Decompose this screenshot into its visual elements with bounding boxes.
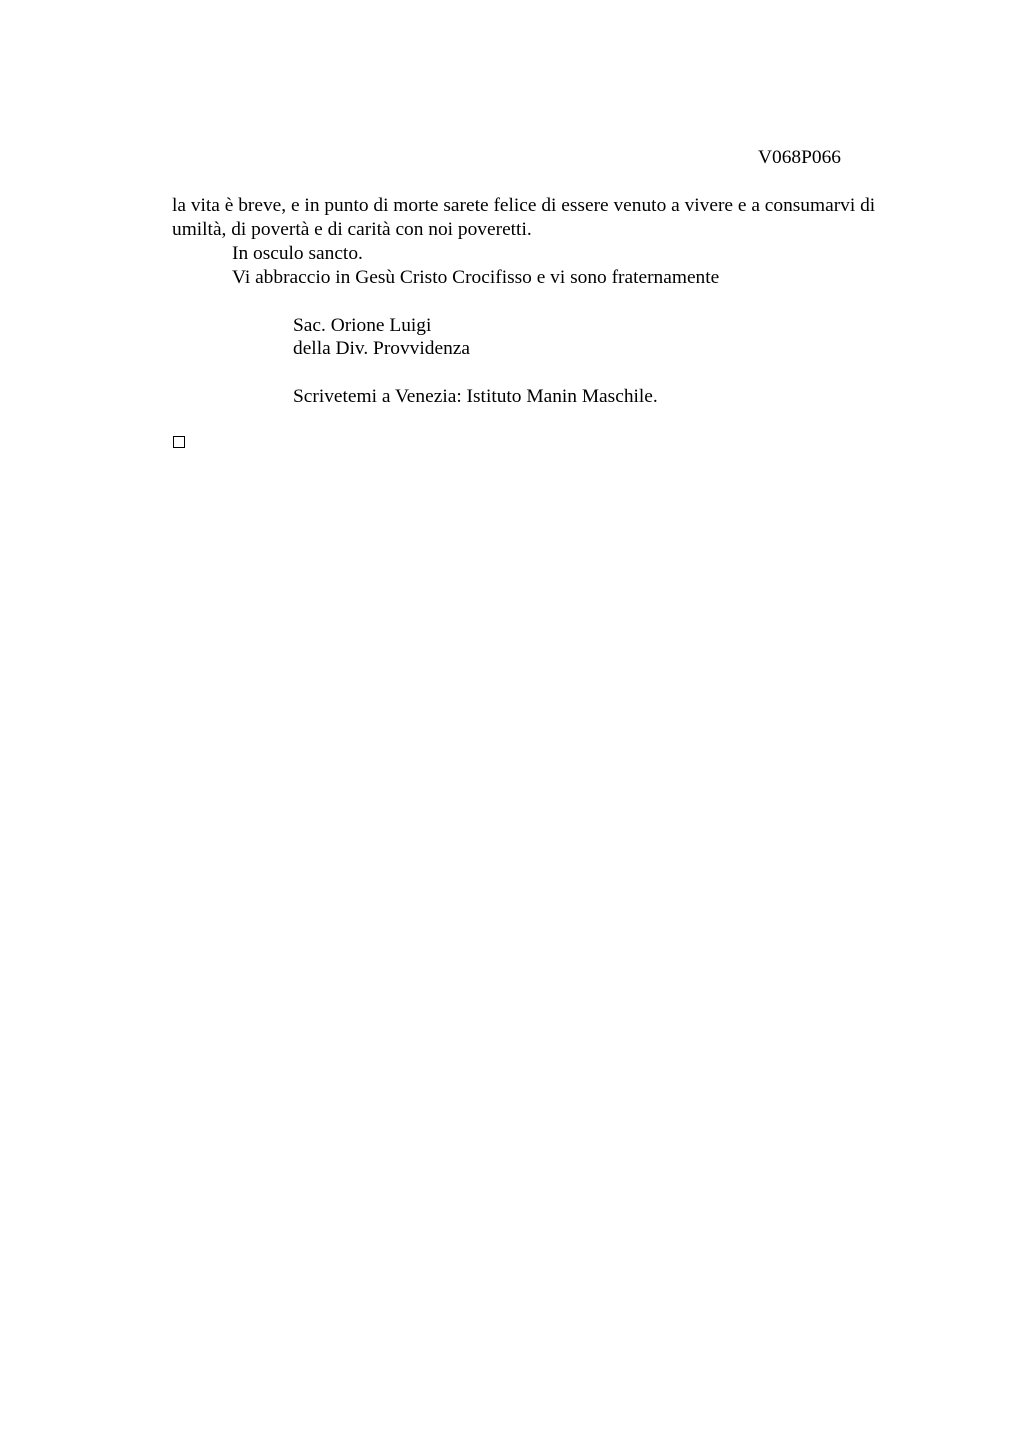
letter-line: umiltà, di povertà e di carità con noi poveretti. bbox=[172, 218, 532, 240]
letter-line: la vita è breve, e in punto di morte sarete felice di essere venuto a vivere e a consumarvi di bbox=[172, 195, 876, 216]
empty-square-icon bbox=[173, 436, 185, 448]
postscript: Scrivetemi a Venezia: Istituto Manin Maschile. bbox=[293, 386, 658, 408]
signature-name: Sac. Orione Luigi bbox=[293, 314, 432, 336]
blank-line bbox=[172, 361, 932, 385]
salutation-line: In osculo sancto. bbox=[232, 242, 363, 264]
blank-line bbox=[172, 290, 932, 314]
letter-body bbox=[172, 194, 932, 409]
signature-title: della Div. Provvidenza bbox=[293, 338, 470, 360]
closing-line: Vi abbraccio in Gesù Cristo Crocifisso e vi sono fraternamente bbox=[232, 266, 720, 288]
page-code: V068P066 bbox=[758, 147, 841, 168]
